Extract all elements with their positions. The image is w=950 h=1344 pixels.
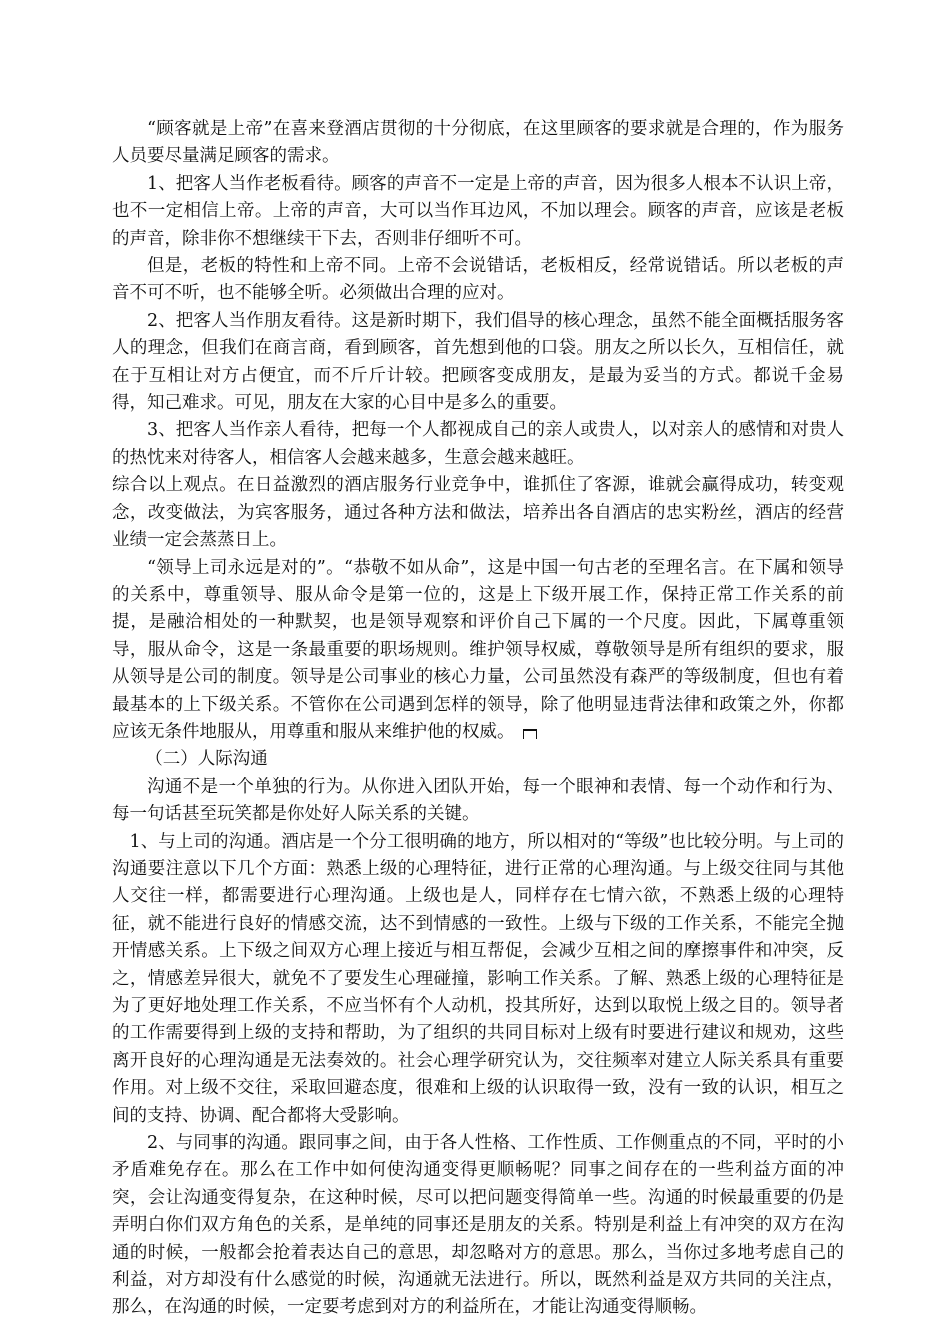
paragraph-customer-as-family: 3、把客人当作亲人看待，把每一个人都视成自己的亲人或贵人，以对亲人的感情和对贵人的热忱来对待客人，相信客人会越来越多，生意会越来越旺。	[112, 420, 844, 468]
paragraph-customer-as-friend: 2、把客人当作朋友看待。这是新时期下，我们倡导的核心理念，虽然不能全面概括服务客人的理念，但我们在商言商，看到顾客，首先想到他的口袋。朋友之所以长久，互相信任，就在于互相让对方占便宜，而不斤斤计较。把顾客变成朋友，是最为妥当的方式。都说千金易得，知己难求。可见，朋友在大家的心目中是多么的重要。	[112, 310, 844, 414]
paragraph-leader-always-right	[112, 555, 844, 747]
section-heading-interpersonal-communication: （二）人际沟通	[145, 749, 268, 770]
document-body	[112, 116, 844, 1322]
paragraph-customer-is-god: “顾客就是上帝”在喜来登酒店贯彻的十分彻底，在这里顾客的要求就是合理的，作为服务人员要尽量满足顾客的需求。	[112, 119, 844, 167]
paragraph-boss-traits: 但是，老板的特性和上帝不同。上帝不会说错话，老板相反，经常说错话。所以老板的声音不可不听，也不能够全听。必须做出合理的应对。	[112, 256, 844, 304]
return-mark-icon	[523, 729, 537, 739]
paragraph-summary: 综合以上观点。在日益激烈的酒店服务行业竞争中，谁抓住了客源，谁就会赢得成功，转变观念，改变做法，为宾客服务，通过各种方法和做法，培养出各自酒店的忠实粉丝，酒店的经营业绩一定会蒸蒸日上。	[112, 475, 844, 551]
paragraph-communicate-with-colleagues: 2、与同事的沟通。跟同事之间，由于各人性格、工作性质、工作侧重点的不同，平时的小矛盾难免存在。那么在工作中如何使沟通变得更顺畅呢？同事之间存在的一些利益方面的冲突，会让沟通变得复杂，在这种时候，尽可以把问题变得简单一些。沟通的时候最重要的仍是弄明白你们双方角色的关系，是单纯的同事还是朋友的关系。特别是利益上有冲突的双方在沟通的时候，一般都会抢着表达自己的意思，却忽略对方的意思。那么，当你过多地考虑自己的利益，对方却没有什么感觉的时候，沟通就无法进行。所以，既然利益是双方共同的关注点，那么，在沟通的时候，一定要考虑到对方的利益所在，才能让沟通变得顺畅。	[112, 1133, 844, 1318]
paragraph-customer-as-boss: 1、把客人当作老板看待。顾客的声音不一定是上帝的声音，因为很多人根本不认识上帝，也不一定相信上帝。上帝的声音，大可以当作耳边风，不加以理会。顾客的声音，应该是老板的声音，除非你不想继续干下去，否则非仔细听不可。	[112, 173, 844, 249]
paragraph-communication-intro: 沟通不是一个单独的行为。从你进入团队开始，每一个眼神和表情、每一个动作和行为、每一句话甚至玩笑都是你处好人际关系的关键。	[112, 776, 844, 825]
paragraph-leader-always-right-text: “领导上司永远是对的”。“恭敬不如从命”，这是中国一句古老的至理名言。在下属和领导的关系中，尊重领导、服从命令是第一位的，这是上下级开展工作，保持正常工作关系的前提，是融洽相处的一种默契，也是领导观察和评价自己下属的一个尺度。因此，下属尊重领导，服从命令，这是一条最重要的职场规则。维护领导权威，尊敬领导是所有组织的要求，服从领导是公司的制度。领导是公司事业的核心力量，公司虽然没有森严的等级制度，但也有着最基本的上下级关系。不管你在公司遇到怎样的领导，除了他明显违背法律和政策之外，你都应该无条件地服从，用尊重和服从来维护他的权威。	[112, 557, 844, 742]
paragraph-communicate-with-superior: 1、与上司的沟通。酒店是一个分工很明确的地方，所以相对的“等级”也比较分明。与上司的沟通要注意以下几个方面：熟悉上级的心理特征，进行正常的心理沟通。与上级交往同与其他人交往一样，都需要进行心理沟通。上级也是人，同样存在七情六欲，不熟悉上级的心理特征，就不能进行良好的情感交流，达不到情感的一致性。上级与下级的工作关系，不能完全抛开情感关系。上下级之间双方心理上接近与相互帮促，会减少互相之间的摩擦事件和冲突，反之，情感差异很大，就免不了要发生心理碰撞，影响工作关系。了解、熟悉上级的心理特征是为了更好地处理工作关系，不应当怀有个人动机，投其所好，达到以取悦上级之目的。领导者的工作需要得到上级的支持和帮助，为了组织的共同目标对上级有时要进行建议和规劝，这些离开良好的心理沟通是无法奏效的。社会心理学研究认为，交往频率对建立人际关系具有重要作用。对上级不交往，采取回避态度，很难和上级的认识取得一致，没有一致的认识，相互之间的支持、协调、配合都将大受影响。	[112, 831, 844, 1126]
